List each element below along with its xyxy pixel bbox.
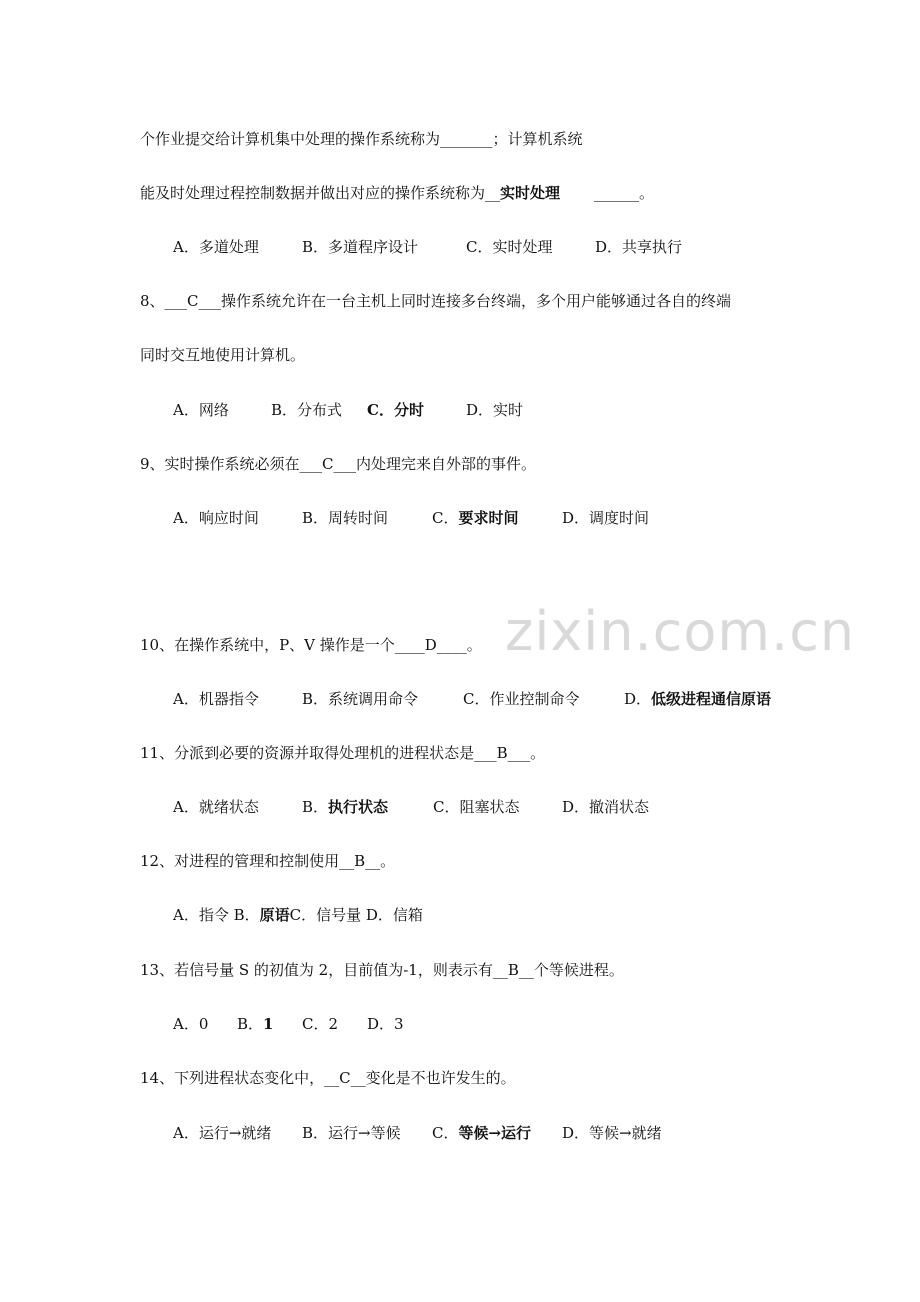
q12-options bbox=[173, 905, 423, 925]
q11-option-b bbox=[302, 797, 388, 817]
q9-stem: 9、实时操作系统必须在___C___内处理完来自外部的事件。 bbox=[140, 455, 537, 473]
q14-option-c-text: 等候→运行 bbox=[458, 1124, 532, 1142]
q9-option-c-text: 要求时间 bbox=[458, 509, 519, 527]
q8-option-d: D．实时 bbox=[466, 401, 524, 419]
q8-option-b: B．分布式 bbox=[271, 401, 343, 419]
q11-option-d: D．撤消状态 bbox=[562, 798, 650, 816]
q14-option-c bbox=[432, 1123, 531, 1143]
q11-option-b-letter: B． bbox=[302, 798, 329, 816]
q7-line-2-text: 能及时处理过程控制数据并做出对应的操作系统称为__ bbox=[140, 184, 501, 202]
q9-option-b: B．周转时间 bbox=[302, 509, 389, 527]
q10-option-d-letter: D． bbox=[624, 690, 652, 708]
q10-stem: 10、在操作系统中，P、V 操作是一个____D____。 bbox=[140, 636, 482, 654]
q11-option-b-text: 执行状态 bbox=[328, 798, 389, 816]
q13-option-c: C．2 bbox=[302, 1015, 339, 1033]
q9-option-a: A．响应时间 bbox=[173, 509, 259, 527]
q7-line-2 bbox=[140, 183, 654, 203]
q10-option-c: C．作业控制命令 bbox=[463, 690, 580, 708]
q7-option-b: B．多道程序设计 bbox=[302, 238, 419, 256]
q13-option-b-letter: B． bbox=[237, 1015, 264, 1033]
q12-option-a: A．指令 B． bbox=[173, 906, 260, 924]
q14-option-b: B．运行→等候 bbox=[302, 1124, 401, 1142]
q12-stem: 12、对进程的管理和控制使用__B__。 bbox=[140, 852, 396, 870]
q8-stem-1: 8、___C___操作系统允许在一台主机上同时连接多台终端，多个用户能够通过各自的终端 bbox=[140, 292, 732, 310]
q11-option-a: A．就绪状态 bbox=[173, 798, 259, 816]
q9-option-c-letter: C． bbox=[432, 509, 459, 527]
q14-stem: 14、下列进程状态变化中，__C__变化是不也许发生的。 bbox=[140, 1069, 516, 1087]
q13-option-b-text: 1 bbox=[263, 1015, 274, 1033]
q7-option-d: D．共享执行 bbox=[595, 238, 683, 256]
q7-blank: ______。 bbox=[594, 184, 655, 202]
q11-option-c: C．阻塞状态 bbox=[433, 798, 520, 816]
q10-option-d bbox=[624, 689, 771, 709]
q7-line-1: 个作业提交给计算机集中处理的操作系统称为_______；计算机系统 bbox=[140, 130, 583, 148]
q14-option-d: D．等候→就绪 bbox=[562, 1124, 662, 1142]
q8-option-c: C．分时 bbox=[367, 401, 424, 419]
q10-option-a: A．机器指令 bbox=[173, 690, 259, 708]
q13-option-a: A．0 bbox=[173, 1015, 209, 1033]
q10-option-d-text: 低级进程通信原语 bbox=[651, 690, 772, 708]
q8-option-a: A．网络 bbox=[173, 401, 229, 419]
q9-option-d: D．调度时间 bbox=[562, 509, 650, 527]
q11-stem: 11、分派到必要的资源并取得处理机的进程状态是___B___。 bbox=[140, 744, 546, 762]
q7-option-c: C．实时处理 bbox=[466, 238, 553, 256]
q12-option-b-text: 原语 bbox=[259, 906, 290, 924]
q9-option-c bbox=[432, 508, 519, 528]
q7-answer: 实时处理 bbox=[500, 184, 561, 202]
q13-stem: 13、若信号量 S 的初值为 2，目前值为-1，则表示有__B__个等候进程。 bbox=[140, 961, 624, 979]
q14-option-c-letter: C． bbox=[432, 1124, 459, 1142]
q10-option-b: B．系统调用命令 bbox=[302, 690, 419, 708]
watermark: zixin.com.cn bbox=[505, 600, 856, 663]
q8-stem-2: 同时交互地使用计算机。 bbox=[140, 346, 306, 364]
q13-option-d: D．3 bbox=[367, 1015, 404, 1033]
q13-option-b bbox=[237, 1014, 273, 1034]
q14-option-a: A．运行→就绪 bbox=[173, 1124, 272, 1142]
q7-option-a: A．多道处理 bbox=[173, 238, 259, 256]
q12-option-c-d: C．信号量 D．信箱 bbox=[289, 906, 423, 924]
